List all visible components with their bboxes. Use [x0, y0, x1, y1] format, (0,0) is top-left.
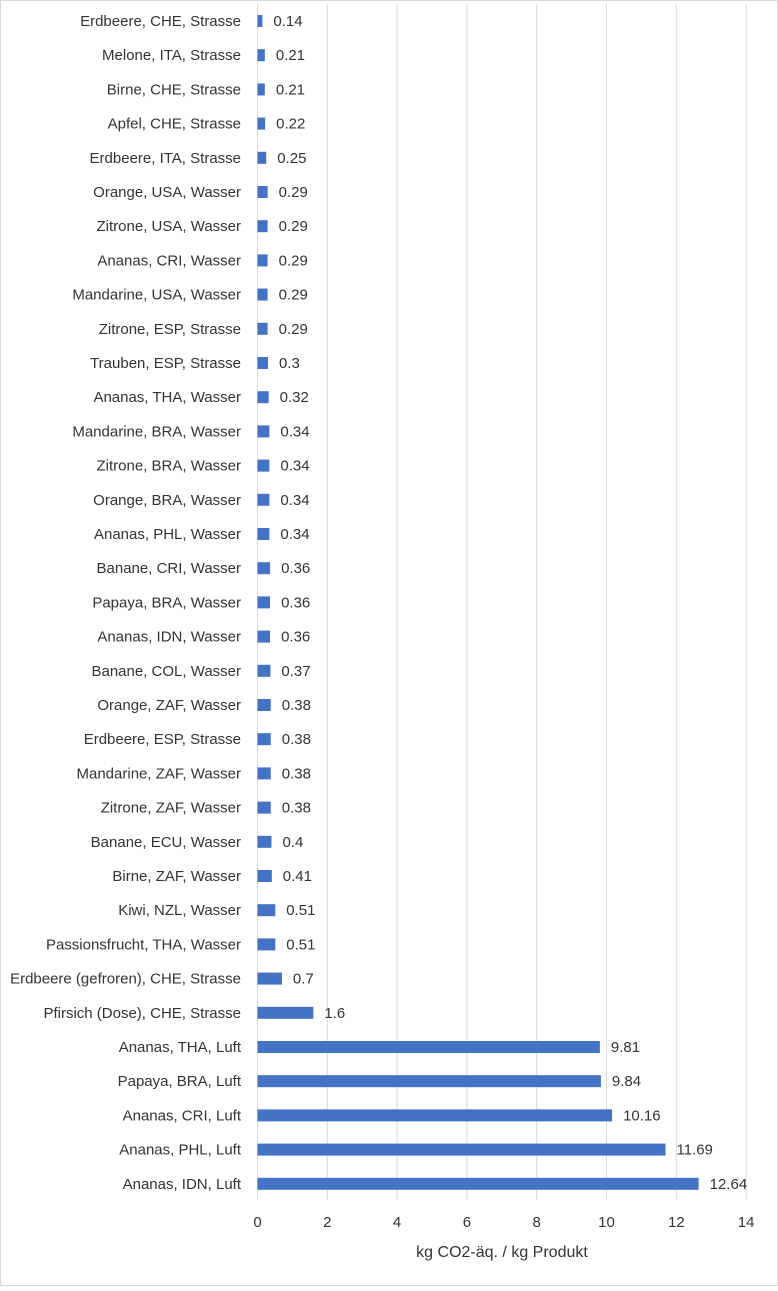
x-tick-label: 14 [737, 1214, 755, 1231]
bar [258, 254, 268, 266]
bar [258, 802, 271, 814]
bar [258, 870, 272, 882]
bar [258, 767, 271, 779]
category-label: Ananas, CRI, Wasser [97, 252, 241, 270]
data-label: 0.34 [280, 526, 310, 543]
bar [258, 15, 263, 27]
bar [258, 1178, 699, 1190]
bar [258, 665, 271, 677]
data-label: 0.4 [282, 833, 304, 851]
category-label: Banane, ECU, Wasser [90, 833, 241, 851]
data-label: 0.14 [273, 13, 303, 30]
data-label: 0.29 [278, 184, 308, 201]
category-label: Zitrone, ZAF, Wasser [100, 799, 241, 817]
category-label: Ananas, IDN, Wasser [97, 628, 241, 646]
data-label: 0.29 [278, 252, 308, 270]
data-label: 10.16 [623, 1107, 661, 1125]
data-label: 0.3 [278, 355, 300, 372]
bar [258, 904, 276, 916]
category-label: Ananas, THA, Luft [118, 1039, 241, 1056]
bar [258, 1109, 613, 1121]
bar [258, 118, 266, 130]
bar [258, 220, 268, 232]
x-tick-label: 0 [253, 1214, 262, 1231]
category-label: Orange, ZAF, Wasser [97, 697, 241, 714]
category-label: Banane, CRI, Wasser [96, 560, 241, 578]
data-label: 9.81 [610, 1039, 641, 1056]
category-label: Erdbeere, CHE, Strasse [80, 13, 241, 30]
category-label: Mandarine, ZAF, Wasser [76, 765, 241, 783]
bar [258, 699, 271, 711]
data-label: 0.38 [281, 799, 311, 817]
data-label: 9.84 [611, 1073, 642, 1091]
bar [258, 1144, 666, 1156]
x-tick-label: 12 [667, 1214, 685, 1231]
x-axis-title: kg CO2-äq. / kg Produkt [416, 1244, 588, 1261]
data-label: 0.22 [276, 115, 306, 133]
category-label: Mandarine, USA, Wasser [72, 286, 241, 304]
bar [258, 357, 268, 369]
data-label: 11.69 [676, 1141, 713, 1159]
category-label: Orange, USA, Wasser [93, 184, 241, 201]
category-label: Erdbeere, ITA, Strasse [89, 149, 241, 167]
category-label: Banane, COL, Wasser [91, 662, 241, 680]
category-label: Ananas, IDN, Luft [122, 1175, 241, 1193]
category-label: Ananas, CRI, Luft [122, 1107, 241, 1125]
category-label: Erdbeere, ESP, Strasse [83, 731, 241, 749]
category-label: Trauben, ESP, Strasse [90, 355, 241, 372]
data-label: 0.51 [286, 902, 316, 920]
x-tick-label: 4 [392, 1214, 402, 1231]
bar [258, 49, 265, 61]
x-tick-label: 10 [598, 1214, 615, 1231]
category-label: Orange, BRA, Wasser [93, 491, 241, 509]
bar [258, 1075, 601, 1087]
category-label: Zitrone, BRA, Wasser [96, 457, 241, 475]
data-label: 12.64 [709, 1175, 748, 1193]
category-label: Zitrone, USA, Wasser [96, 218, 241, 236]
bar [258, 323, 268, 335]
bar [258, 391, 269, 403]
bar [258, 836, 272, 848]
data-label: 0.25 [277, 149, 307, 167]
bar [258, 733, 271, 745]
bar [258, 460, 270, 472]
category-label: Birne, ZAF, Wasser [112, 868, 241, 885]
category-label: Mandarine, BRA, Wasser [72, 423, 241, 441]
data-label: 0.36 [281, 594, 311, 612]
data-label: 0.36 [281, 628, 311, 646]
category-label: Ananas, PHL, Wasser [93, 526, 241, 543]
bar [258, 425, 270, 437]
category-label: Apfel, CHE, Strasse [107, 115, 241, 133]
category-label: Pfirsich (Dose), CHE, Strasse [43, 1004, 241, 1022]
bar [258, 938, 276, 950]
category-label: Birne, CHE, Strasse [106, 81, 241, 99]
bar [258, 83, 265, 95]
data-label: 0.34 [280, 457, 310, 475]
data-label: 0.38 [281, 765, 311, 783]
bar [258, 631, 271, 643]
category-label: Melone, ITA, Strasse [102, 47, 241, 65]
category-label: Kiwi, NZL, Wasser [118, 902, 241, 920]
category-label: Papaya, BRA, Wasser [92, 594, 241, 612]
data-label: 0.38 [281, 731, 311, 749]
bar [258, 973, 282, 985]
data-label: 0.32 [279, 389, 309, 407]
data-label: 0.29 [278, 320, 308, 338]
bar [258, 562, 271, 574]
category-label: Erdbeere (gefroren), CHE, Strasse [10, 970, 241, 988]
bar [258, 1007, 314, 1019]
data-label: 0.34 [280, 423, 310, 441]
data-label: 0.29 [278, 218, 308, 236]
data-label: 0.36 [281, 560, 311, 578]
data-label: 0.29 [278, 286, 308, 304]
data-label: 0.41 [282, 868, 313, 885]
data-label: 0.34 [280, 491, 310, 509]
data-label: 0.38 [281, 697, 311, 714]
data-label: 0.21 [275, 47, 306, 65]
data-label: 0.51 [286, 936, 316, 954]
data-label: 0.37 [281, 662, 311, 680]
x-tick-label: 8 [532, 1214, 541, 1231]
bar [258, 152, 267, 164]
bar [258, 1041, 600, 1053]
bar [258, 494, 270, 506]
data-label: 0.21 [275, 81, 306, 99]
bar [258, 289, 268, 301]
bar [258, 528, 270, 540]
data-label: 0.7 [292, 970, 314, 988]
category-label: Ananas, THA, Wasser [93, 389, 241, 407]
bar [258, 596, 271, 608]
category-label: Ananas, PHL, Luft [119, 1141, 241, 1159]
category-label: Zitrone, ESP, Strasse [98, 320, 241, 338]
data-label: 1.6 [324, 1004, 346, 1022]
bar [258, 186, 268, 198]
x-tick-label: 6 [462, 1214, 472, 1231]
category-label: Papaya, BRA, Luft [117, 1073, 241, 1091]
category-label: Passionsfrucht, THA, Wasser [45, 936, 241, 954]
x-tick-label: 2 [323, 1214, 332, 1231]
